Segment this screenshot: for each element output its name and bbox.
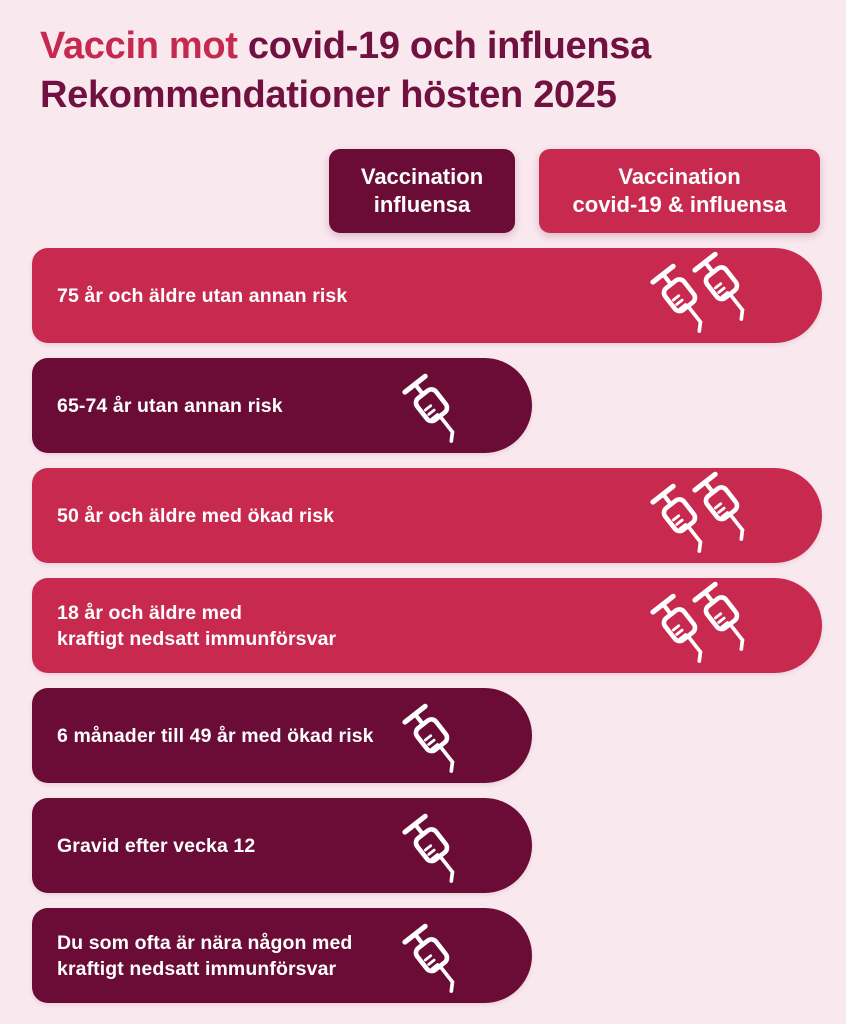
syringe-icon xyxy=(390,915,482,1007)
legend-covid-influensa-line-2: covid-19 & influensa xyxy=(572,192,787,217)
row-label xyxy=(32,833,405,859)
legend-influensa-line-1: Vaccination xyxy=(360,164,484,189)
row-label-line: kraftigt nedsatt immunförsvar xyxy=(57,957,337,980)
syringes-group xyxy=(390,800,482,892)
syringe-icon xyxy=(680,243,772,335)
row-label xyxy=(32,600,486,652)
syringe-icon xyxy=(680,573,772,665)
syringe-icon xyxy=(390,695,482,787)
row-label-line: 75 år och äldre utan annan risk xyxy=(57,284,348,307)
row-7 xyxy=(32,908,532,1003)
row-1 xyxy=(32,248,822,343)
title-line-1-rest: covid-19 och influensa xyxy=(247,25,651,67)
row-label xyxy=(32,393,433,419)
syringes-group xyxy=(390,360,482,452)
syringes-group xyxy=(390,910,482,1002)
syringes-group xyxy=(638,470,772,562)
legend-influensa-line-2: influensa xyxy=(373,192,471,217)
syringes-group xyxy=(638,580,772,672)
title-line-2: Rekommendationer hösten 2025 xyxy=(40,74,617,116)
row-label-line: Du som ofta är nära någon med xyxy=(57,931,353,954)
row-label-line: 6 månader till 49 år med ökad risk xyxy=(57,724,374,747)
page-title xyxy=(40,22,651,120)
row-5 xyxy=(32,688,532,783)
row-label-line: 18 år och äldre med xyxy=(57,601,243,624)
legend-covid-influensa-badge xyxy=(539,149,820,233)
row-3 xyxy=(32,468,822,563)
row-label-line: 50 år och äldre med ökad risk xyxy=(57,504,335,527)
title-line-1 xyxy=(40,22,651,71)
syringe-icon xyxy=(680,463,772,555)
legend-influensa-badge xyxy=(329,149,515,233)
row-label-line: 65-74 år utan annan risk xyxy=(57,394,283,417)
syringes-group xyxy=(390,690,482,782)
syringe-icon xyxy=(390,805,482,897)
row-label-line: Gravid efter vecka 12 xyxy=(57,834,256,857)
rows-container xyxy=(32,248,822,1003)
syringe-icon xyxy=(390,365,482,457)
title-highlight: Vaccin mot xyxy=(40,25,238,67)
row-label-line: kraftigt nedsatt immunförsvar xyxy=(57,627,337,650)
row-4 xyxy=(32,578,822,673)
syringes-group xyxy=(638,250,772,342)
row-label xyxy=(32,503,484,529)
row-6 xyxy=(32,798,532,893)
legend-covid-influensa-line-1: Vaccination xyxy=(618,164,741,189)
row-label xyxy=(32,283,497,309)
row-2 xyxy=(32,358,532,453)
